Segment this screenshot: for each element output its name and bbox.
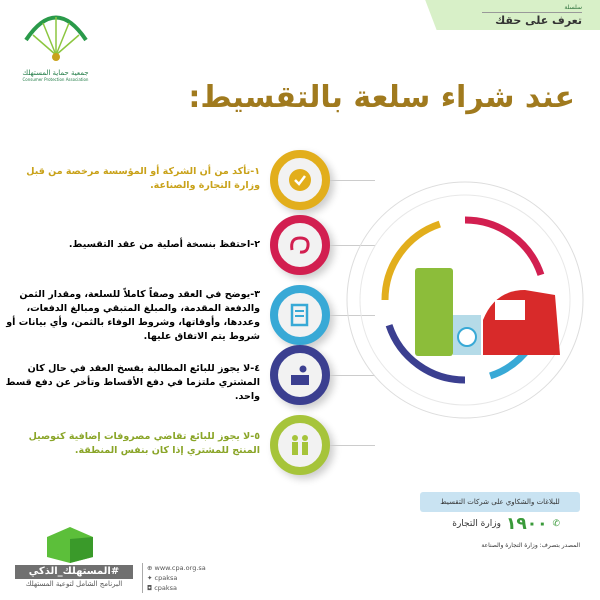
delivery-people-icon — [270, 415, 330, 475]
website-link[interactable]: ⊕ www.cpa.org.sa — [147, 564, 206, 572]
tip-text: ١-تأكد من أن الشركة أو المؤسسة مرخصة من قبل وزارة التجارة والصناعة. — [26, 166, 260, 191]
series-title: تعرف على حقك — [482, 12, 582, 27]
logo-arabic: جمعية حماية المستهلك — [22, 69, 89, 77]
complaints-panel: للبلاغات والشكاوي على شركات التقسيط — [420, 492, 580, 512]
brand-subtitle: البرنامج الشامل لتوعية المستهلك — [25, 580, 123, 588]
tip-4 — [5, 362, 260, 404]
tip-text: ٣-يوضح في العقد وصفاً كاملاً للسلعة، ومقدار الثمن والدفعة المقدمة، والمبلغ المتبقي ومبالغ الدفعات، وعددها، وأوقاتها، وشروط الوفاء بالثمن، وأي بيانات أو شروط يتم الاتفاق عليها. — [6, 289, 260, 342]
cube-logo-icon — [45, 525, 95, 565]
check-badge-icon — [270, 150, 330, 210]
brand-hashtag: #المستهلك_الذكي — [15, 565, 133, 579]
tip-3 — [5, 288, 260, 344]
tip-text: ٢-احتفظ بنسخة أصلية من عقد التقسيط. — [68, 239, 260, 250]
page-title: عند شراء سلعة بالتقسيط: — [188, 80, 575, 115]
fridge-icon — [415, 268, 453, 356]
tip-1 — [5, 165, 260, 193]
palm-logo-icon — [21, 5, 91, 65]
twitter-link[interactable]: ✦ cpaksa — [147, 574, 178, 582]
tip-2 — [5, 238, 260, 252]
desk-clerk-icon — [270, 345, 330, 405]
connector-line — [330, 445, 375, 446]
social-links — [142, 563, 206, 593]
ministry-name: وزارة التجارة — [452, 519, 501, 529]
hotline — [452, 514, 560, 534]
series-label: سلسلة — [564, 4, 582, 11]
source-note: المصدر بتصرف: وزارة التجارة والصناعة — [481, 542, 580, 549]
tip-text: ٤-لا يجوز للبائع المطالبة بفسخ العقد في حال كان المشتري ملتزما في دفع الأقساط وتأخر عن دفع قسط واحد. — [5, 363, 260, 402]
instagram-link[interactable]: ◘ cpaksa — [147, 584, 178, 592]
phone-icon: ✆ — [552, 519, 560, 529]
logo-english: Consumer Protection Association — [22, 77, 89, 82]
tip-5 — [5, 430, 260, 458]
car-icon — [483, 290, 560, 355]
contract-icon — [270, 285, 330, 345]
hotline-number[interactable]: ١٩٠٠ — [505, 514, 548, 534]
scroll-icon — [270, 215, 330, 275]
tip-text: ٥-لا يجوز للبائع تقاضي مصروفات إضافية كتوصيل المنتج للمشتري إذا كان بنفس المنطقة. — [28, 431, 260, 456]
association-logo — [8, 5, 103, 105]
products-circle — [345, 180, 585, 420]
